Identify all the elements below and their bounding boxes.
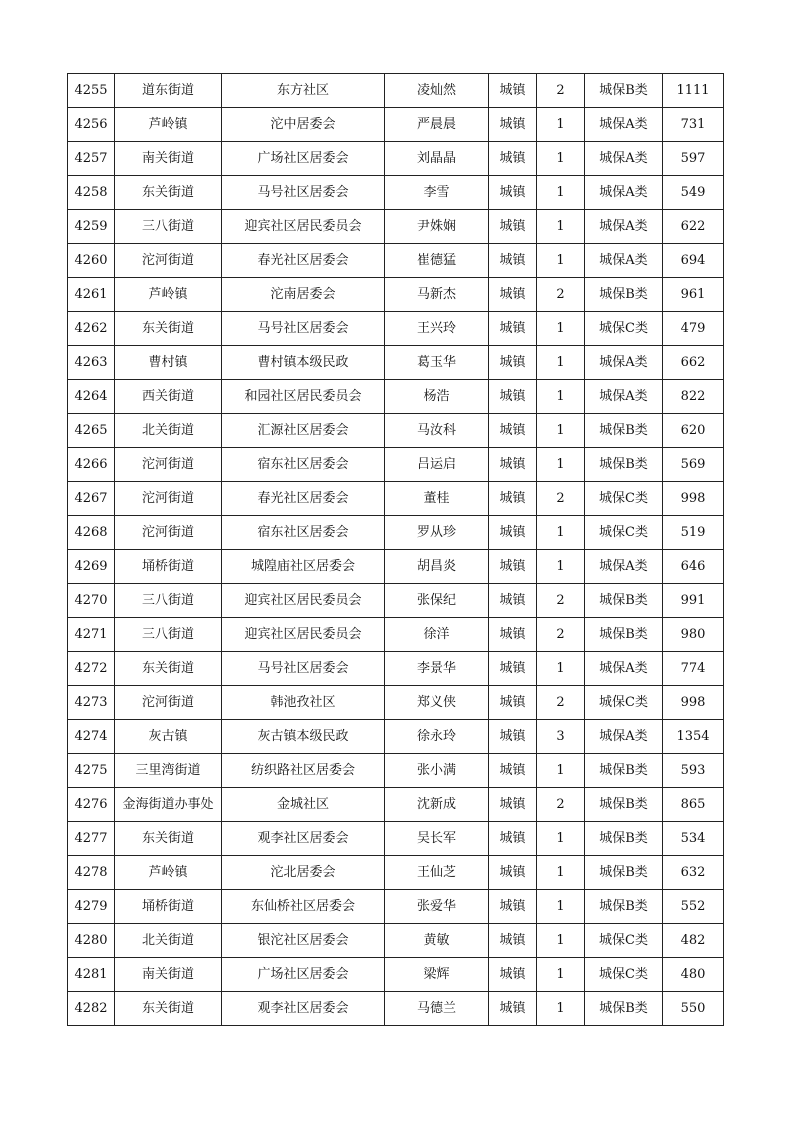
category-cell: 城保C类 bbox=[585, 482, 663, 516]
community-cell: 春光社区居委会 bbox=[222, 244, 385, 278]
table-row bbox=[68, 618, 724, 652]
community-cell: 广场社区居委会 bbox=[222, 142, 385, 176]
person-name-cell: 李雪 bbox=[385, 176, 489, 210]
amount-cell: 991 bbox=[663, 584, 724, 618]
roster-body bbox=[68, 74, 724, 1026]
category-cell: 城保B类 bbox=[585, 584, 663, 618]
person-name-cell: 张爱华 bbox=[385, 890, 489, 924]
record-id-cell: 4276 bbox=[68, 788, 115, 822]
household-count-cell: 1 bbox=[537, 992, 585, 1026]
person-name-cell: 杨浩 bbox=[385, 380, 489, 414]
street-cell: 东关街道 bbox=[115, 312, 222, 346]
category-cell: 城保B类 bbox=[585, 754, 663, 788]
area-type-cell: 城镇 bbox=[489, 686, 537, 720]
person-name-cell: 郑义侠 bbox=[385, 686, 489, 720]
community-cell: 金城社区 bbox=[222, 788, 385, 822]
category-cell: 城保C类 bbox=[585, 958, 663, 992]
table-row bbox=[68, 890, 724, 924]
street-cell: 芦岭镇 bbox=[115, 278, 222, 312]
table-row bbox=[68, 924, 724, 958]
person-name-cell: 张保纪 bbox=[385, 584, 489, 618]
street-cell: 芦岭镇 bbox=[115, 856, 222, 890]
category-cell: 城保A类 bbox=[585, 720, 663, 754]
area-type-cell: 城镇 bbox=[489, 924, 537, 958]
person-name-cell: 罗从珍 bbox=[385, 516, 489, 550]
table-row bbox=[68, 822, 724, 856]
category-cell: 城保B类 bbox=[585, 788, 663, 822]
table-row bbox=[68, 346, 724, 380]
person-name-cell: 徐洋 bbox=[385, 618, 489, 652]
street-cell: 埇桥街道 bbox=[115, 550, 222, 584]
table-row bbox=[68, 210, 724, 244]
record-id-cell: 4273 bbox=[68, 686, 115, 720]
person-name-cell: 梁辉 bbox=[385, 958, 489, 992]
amount-cell: 482 bbox=[663, 924, 724, 958]
category-cell: 城保A类 bbox=[585, 380, 663, 414]
household-count-cell: 1 bbox=[537, 516, 585, 550]
household-count-cell: 1 bbox=[537, 380, 585, 414]
table-row bbox=[68, 754, 724, 788]
community-cell: 和园社区居民委员会 bbox=[222, 380, 385, 414]
amount-cell: 593 bbox=[663, 754, 724, 788]
category-cell: 城保B类 bbox=[585, 414, 663, 448]
household-count-cell: 1 bbox=[537, 244, 585, 278]
area-type-cell: 城镇 bbox=[489, 210, 537, 244]
household-count-cell: 1 bbox=[537, 822, 585, 856]
household-count-cell: 2 bbox=[537, 584, 585, 618]
record-id-cell: 4256 bbox=[68, 108, 115, 142]
person-name-cell: 黄敏 bbox=[385, 924, 489, 958]
household-count-cell: 1 bbox=[537, 924, 585, 958]
table-row bbox=[68, 584, 724, 618]
community-cell: 城隍庙社区居委会 bbox=[222, 550, 385, 584]
category-cell: 城保C类 bbox=[585, 516, 663, 550]
person-name-cell: 马新杰 bbox=[385, 278, 489, 312]
area-type-cell: 城镇 bbox=[489, 992, 537, 1026]
person-name-cell: 凌灿然 bbox=[385, 74, 489, 108]
table-row bbox=[68, 176, 724, 210]
household-count-cell: 2 bbox=[537, 686, 585, 720]
amount-cell: 998 bbox=[663, 482, 724, 516]
table-row bbox=[68, 244, 724, 278]
person-name-cell: 董桂 bbox=[385, 482, 489, 516]
area-type-cell: 城镇 bbox=[489, 652, 537, 686]
community-cell: 马号社区居委会 bbox=[222, 652, 385, 686]
community-cell: 宿东社区居委会 bbox=[222, 516, 385, 550]
person-name-cell: 沈新成 bbox=[385, 788, 489, 822]
area-type-cell: 城镇 bbox=[489, 856, 537, 890]
community-cell: 观李社区居委会 bbox=[222, 822, 385, 856]
amount-cell: 980 bbox=[663, 618, 724, 652]
community-cell: 曹村镇本级民政 bbox=[222, 346, 385, 380]
amount-cell: 552 bbox=[663, 890, 724, 924]
area-type-cell: 城镇 bbox=[489, 176, 537, 210]
category-cell: 城保A类 bbox=[585, 652, 663, 686]
street-cell: 灰古镇 bbox=[115, 720, 222, 754]
person-name-cell: 张小满 bbox=[385, 754, 489, 788]
household-count-cell: 2 bbox=[537, 74, 585, 108]
record-id-cell: 4259 bbox=[68, 210, 115, 244]
street-cell: 南关街道 bbox=[115, 958, 222, 992]
table-row bbox=[68, 278, 724, 312]
area-type-cell: 城镇 bbox=[489, 618, 537, 652]
record-id-cell: 4268 bbox=[68, 516, 115, 550]
amount-cell: 694 bbox=[663, 244, 724, 278]
community-cell: 沱中居委会 bbox=[222, 108, 385, 142]
record-id-cell: 4266 bbox=[68, 448, 115, 482]
record-id-cell: 4260 bbox=[68, 244, 115, 278]
category-cell: 城保B类 bbox=[585, 890, 663, 924]
table-row bbox=[68, 992, 724, 1026]
category-cell: 城保A类 bbox=[585, 142, 663, 176]
category-cell: 城保C类 bbox=[585, 924, 663, 958]
amount-cell: 549 bbox=[663, 176, 724, 210]
amount-cell: 550 bbox=[663, 992, 724, 1026]
household-count-cell: 1 bbox=[537, 414, 585, 448]
table-row bbox=[68, 108, 724, 142]
table-row bbox=[68, 312, 724, 346]
street-cell: 埇桥街道 bbox=[115, 890, 222, 924]
category-cell: 城保B类 bbox=[585, 822, 663, 856]
amount-cell: 731 bbox=[663, 108, 724, 142]
street-cell: 北关街道 bbox=[115, 924, 222, 958]
person-name-cell: 王仙芝 bbox=[385, 856, 489, 890]
area-type-cell: 城镇 bbox=[489, 74, 537, 108]
street-cell: 三里湾街道 bbox=[115, 754, 222, 788]
person-name-cell: 马汝科 bbox=[385, 414, 489, 448]
household-count-cell: 1 bbox=[537, 312, 585, 346]
community-cell: 东仙桥社区居委会 bbox=[222, 890, 385, 924]
record-id-cell: 4269 bbox=[68, 550, 115, 584]
community-cell: 韩池孜社区 bbox=[222, 686, 385, 720]
amount-cell: 597 bbox=[663, 142, 724, 176]
household-count-cell: 1 bbox=[537, 448, 585, 482]
record-id-cell: 4271 bbox=[68, 618, 115, 652]
category-cell: 城保A类 bbox=[585, 244, 663, 278]
category-cell: 城保B类 bbox=[585, 856, 663, 890]
area-type-cell: 城镇 bbox=[489, 720, 537, 754]
household-count-cell: 2 bbox=[537, 618, 585, 652]
table-row bbox=[68, 788, 724, 822]
amount-cell: 822 bbox=[663, 380, 724, 414]
table-row bbox=[68, 380, 724, 414]
amount-cell: 632 bbox=[663, 856, 724, 890]
amount-cell: 961 bbox=[663, 278, 724, 312]
person-name-cell: 王兴玲 bbox=[385, 312, 489, 346]
community-cell: 迎宾社区居民委员会 bbox=[222, 210, 385, 244]
amount-cell: 865 bbox=[663, 788, 724, 822]
area-type-cell: 城镇 bbox=[489, 550, 537, 584]
street-cell: 东关街道 bbox=[115, 652, 222, 686]
amount-cell: 480 bbox=[663, 958, 724, 992]
household-count-cell: 1 bbox=[537, 550, 585, 584]
person-name-cell: 李景华 bbox=[385, 652, 489, 686]
street-cell: 三八街道 bbox=[115, 618, 222, 652]
amount-cell: 1111 bbox=[663, 74, 724, 108]
record-id-cell: 4257 bbox=[68, 142, 115, 176]
street-cell: 东关街道 bbox=[115, 822, 222, 856]
community-cell: 灰古镇本级民政 bbox=[222, 720, 385, 754]
street-cell: 金海街道办事处 bbox=[115, 788, 222, 822]
area-type-cell: 城镇 bbox=[489, 312, 537, 346]
community-cell: 迎宾社区居民委员会 bbox=[222, 584, 385, 618]
street-cell: 沱河街道 bbox=[115, 482, 222, 516]
record-id-cell: 4277 bbox=[68, 822, 115, 856]
street-cell: 三八街道 bbox=[115, 210, 222, 244]
person-name-cell: 严晨晨 bbox=[385, 108, 489, 142]
roster-table bbox=[67, 73, 724, 1026]
household-count-cell: 2 bbox=[537, 482, 585, 516]
amount-cell: 622 bbox=[663, 210, 724, 244]
area-type-cell: 城镇 bbox=[489, 244, 537, 278]
household-count-cell: 2 bbox=[537, 788, 585, 822]
household-count-cell: 1 bbox=[537, 210, 585, 244]
table-row bbox=[68, 958, 724, 992]
amount-cell: 646 bbox=[663, 550, 724, 584]
household-count-cell: 1 bbox=[537, 890, 585, 924]
record-id-cell: 4261 bbox=[68, 278, 115, 312]
community-cell: 沱南居委会 bbox=[222, 278, 385, 312]
category-cell: 城保B类 bbox=[585, 618, 663, 652]
area-type-cell: 城镇 bbox=[489, 754, 537, 788]
area-type-cell: 城镇 bbox=[489, 482, 537, 516]
category-cell: 城保C类 bbox=[585, 312, 663, 346]
record-id-cell: 4258 bbox=[68, 176, 115, 210]
table-row bbox=[68, 74, 724, 108]
street-cell: 沱河街道 bbox=[115, 244, 222, 278]
category-cell: 城保B类 bbox=[585, 278, 663, 312]
amount-cell: 1354 bbox=[663, 720, 724, 754]
amount-cell: 774 bbox=[663, 652, 724, 686]
street-cell: 沱河街道 bbox=[115, 686, 222, 720]
street-cell: 西关街道 bbox=[115, 380, 222, 414]
area-type-cell: 城镇 bbox=[489, 788, 537, 822]
street-cell: 北关街道 bbox=[115, 414, 222, 448]
household-count-cell: 1 bbox=[537, 958, 585, 992]
street-cell: 沱河街道 bbox=[115, 448, 222, 482]
community-cell: 沱北居委会 bbox=[222, 856, 385, 890]
table-row bbox=[68, 686, 724, 720]
amount-cell: 998 bbox=[663, 686, 724, 720]
community-cell: 迎宾社区居民委员会 bbox=[222, 618, 385, 652]
amount-cell: 620 bbox=[663, 414, 724, 448]
person-name-cell: 马德兰 bbox=[385, 992, 489, 1026]
street-cell: 三八街道 bbox=[115, 584, 222, 618]
community-cell: 春光社区居委会 bbox=[222, 482, 385, 516]
table-row bbox=[68, 720, 724, 754]
community-cell: 银沱社区居委会 bbox=[222, 924, 385, 958]
record-id-cell: 4279 bbox=[68, 890, 115, 924]
area-type-cell: 城镇 bbox=[489, 890, 537, 924]
street-cell: 曹村镇 bbox=[115, 346, 222, 380]
area-type-cell: 城镇 bbox=[489, 142, 537, 176]
household-count-cell: 3 bbox=[537, 720, 585, 754]
record-id-cell: 4265 bbox=[68, 414, 115, 448]
category-cell: 城保A类 bbox=[585, 176, 663, 210]
record-id-cell: 4272 bbox=[68, 652, 115, 686]
record-id-cell: 4274 bbox=[68, 720, 115, 754]
household-count-cell: 1 bbox=[537, 856, 585, 890]
household-count-cell: 1 bbox=[537, 142, 585, 176]
record-id-cell: 4255 bbox=[68, 74, 115, 108]
household-count-cell: 1 bbox=[537, 346, 585, 380]
person-name-cell: 吕运启 bbox=[385, 448, 489, 482]
table-row bbox=[68, 142, 724, 176]
table-row bbox=[68, 448, 724, 482]
community-cell: 马号社区居委会 bbox=[222, 176, 385, 210]
record-id-cell: 4264 bbox=[68, 380, 115, 414]
amount-cell: 662 bbox=[663, 346, 724, 380]
community-cell: 马号社区居委会 bbox=[222, 312, 385, 346]
record-id-cell: 4267 bbox=[68, 482, 115, 516]
person-name-cell: 尹姝娴 bbox=[385, 210, 489, 244]
person-name-cell: 胡昌炎 bbox=[385, 550, 489, 584]
person-name-cell: 吴长军 bbox=[385, 822, 489, 856]
record-id-cell: 4282 bbox=[68, 992, 115, 1026]
person-name-cell: 崔德猛 bbox=[385, 244, 489, 278]
person-name-cell: 刘晶晶 bbox=[385, 142, 489, 176]
household-count-cell: 1 bbox=[537, 754, 585, 788]
record-id-cell: 4275 bbox=[68, 754, 115, 788]
street-cell: 东关街道 bbox=[115, 176, 222, 210]
area-type-cell: 城镇 bbox=[489, 414, 537, 448]
amount-cell: 519 bbox=[663, 516, 724, 550]
record-id-cell: 4263 bbox=[68, 346, 115, 380]
area-type-cell: 城镇 bbox=[489, 822, 537, 856]
street-cell: 东关街道 bbox=[115, 992, 222, 1026]
table-row bbox=[68, 652, 724, 686]
category-cell: 城保B类 bbox=[585, 448, 663, 482]
community-cell: 汇源社区居委会 bbox=[222, 414, 385, 448]
street-cell: 沱河街道 bbox=[115, 516, 222, 550]
category-cell: 城保A类 bbox=[585, 108, 663, 142]
category-cell: 城保B类 bbox=[585, 74, 663, 108]
household-count-cell: 1 bbox=[537, 652, 585, 686]
record-id-cell: 4278 bbox=[68, 856, 115, 890]
area-type-cell: 城镇 bbox=[489, 346, 537, 380]
table-row bbox=[68, 516, 724, 550]
category-cell: 城保C类 bbox=[585, 686, 663, 720]
table-row bbox=[68, 482, 724, 516]
person-name-cell: 葛玉华 bbox=[385, 346, 489, 380]
table-row bbox=[68, 550, 724, 584]
area-type-cell: 城镇 bbox=[489, 516, 537, 550]
area-type-cell: 城镇 bbox=[489, 448, 537, 482]
table-row bbox=[68, 414, 724, 448]
community-cell: 观李社区居委会 bbox=[222, 992, 385, 1026]
area-type-cell: 城镇 bbox=[489, 584, 537, 618]
community-cell: 广场社区居委会 bbox=[222, 958, 385, 992]
household-count-cell: 2 bbox=[537, 278, 585, 312]
household-count-cell: 1 bbox=[537, 108, 585, 142]
street-cell: 芦岭镇 bbox=[115, 108, 222, 142]
table-row bbox=[68, 856, 724, 890]
amount-cell: 534 bbox=[663, 822, 724, 856]
category-cell: 城保A类 bbox=[585, 210, 663, 244]
area-type-cell: 城镇 bbox=[489, 278, 537, 312]
community-cell: 纺织路社区居委会 bbox=[222, 754, 385, 788]
person-name-cell: 徐永玲 bbox=[385, 720, 489, 754]
street-cell: 道东街道 bbox=[115, 74, 222, 108]
record-id-cell: 4280 bbox=[68, 924, 115, 958]
community-cell: 宿东社区居委会 bbox=[222, 448, 385, 482]
amount-cell: 479 bbox=[663, 312, 724, 346]
area-type-cell: 城镇 bbox=[489, 958, 537, 992]
category-cell: 城保B类 bbox=[585, 992, 663, 1026]
record-id-cell: 4281 bbox=[68, 958, 115, 992]
record-id-cell: 4262 bbox=[68, 312, 115, 346]
record-id-cell: 4270 bbox=[68, 584, 115, 618]
category-cell: 城保A类 bbox=[585, 346, 663, 380]
category-cell: 城保A类 bbox=[585, 550, 663, 584]
community-cell: 东方社区 bbox=[222, 74, 385, 108]
household-count-cell: 1 bbox=[537, 176, 585, 210]
street-cell: 南关街道 bbox=[115, 142, 222, 176]
area-type-cell: 城镇 bbox=[489, 380, 537, 414]
amount-cell: 569 bbox=[663, 448, 724, 482]
area-type-cell: 城镇 bbox=[489, 108, 537, 142]
